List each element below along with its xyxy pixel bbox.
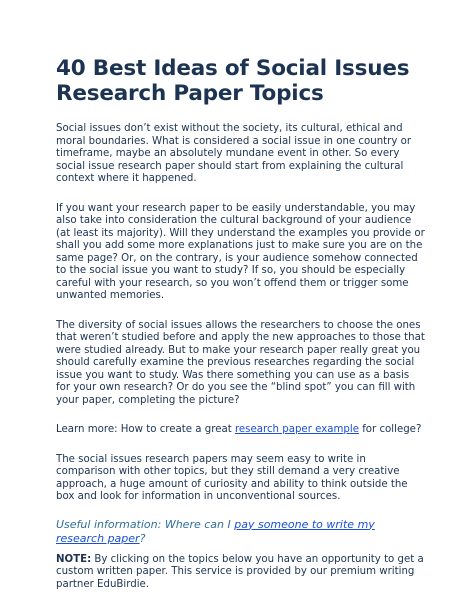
useful-information-line: [56, 518, 426, 546]
paragraph-diversity: The diversity of social issues allows the researchers to choose the ones that weren’t studied before and apply the new approaches to those that were studied already. But to make your research paper really great you should carefully examine the previous researches regarding the social issue you want to study. Was there something you can use as a basis for your own research? Or do you see the “blind spot” you can fill with your paper, completing the picture?: [56, 319, 425, 406]
learn-more-suffix: for college?: [358, 424, 422, 435]
document-content: [56, 56, 426, 591]
pay-someone-link[interactable]: pay someone to write my research paper: [56, 517, 375, 545]
research-paper-example-link[interactable]: research paper example: [234, 424, 359, 435]
paragraph-intro: Social issues don’t exist without the society, its cultural, ethical and moral boundaries. What is considered a social issue in one country or timeframe, maybe an absolutely mundane event in other. So every social issue research paper should start from explaining the cultural context where it happened.: [56, 123, 412, 184]
useful-prefix: Useful information: Where can I: [56, 517, 235, 531]
note-paragraph: [56, 554, 426, 592]
learn-more-line: [56, 424, 426, 437]
document-title: 40 Best Ideas of Social Issues Research Paper Topics: [56, 56, 410, 106]
useful-suffix: ?: [139, 531, 146, 545]
learn-more-prefix: Learn more: How to create a great: [56, 424, 235, 435]
note-label: NOTE:: [56, 553, 92, 565]
paragraph-creative-approach: The social issues research papers may seem easy to write in comparison with other topics, but they still demand a very creative approach, a huge amount of curiosity and ability to think outside the box and look for information in unconventional sources.: [56, 453, 408, 502]
note-text: By clicking on the topics below you have an opportunity to get a custom written paper. This service is provided by our premium writing partner EduBirdie.: [56, 553, 424, 590]
paragraph-audience: If you want your research paper to be easily understandable, you may also take into consideration the cultural background of your audience (at least its majority). Will they understand the examples you provide or shall you add some more explanations just to make sure you are on the same page? Or, on the contrary, is your audience somehow connected to the social issue you want to study? If so, you should be especially careful with your research, so you won’t offend them or trigger some unwanted memories.: [56, 202, 425, 301]
